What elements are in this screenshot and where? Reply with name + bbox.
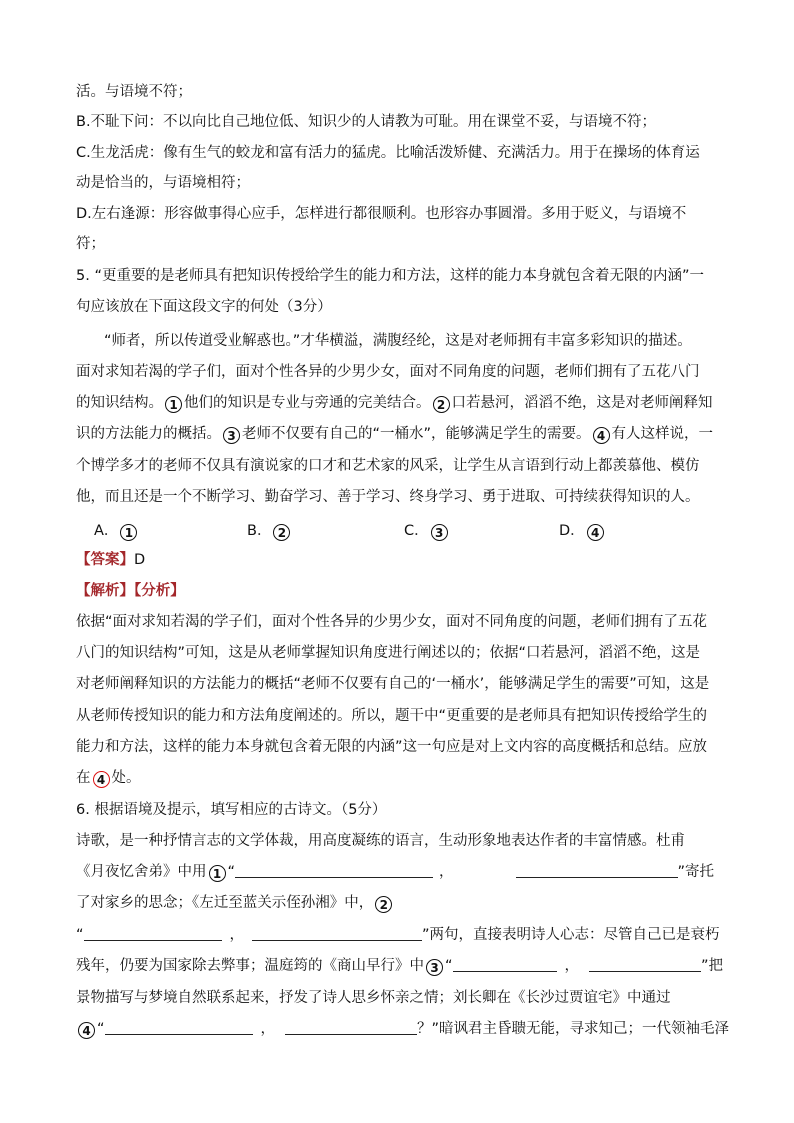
analysis-text: 处。 (111, 770, 141, 786)
poem-text: “ (97, 1021, 105, 1037)
marker-4-highlight: 4 (93, 771, 110, 788)
poem-text: 了对家乡的思念；《左迁至蓝关示侄孙湘》中， (76, 895, 374, 911)
poem-text: ， (564, 958, 580, 974)
option-b[interactable] (247, 519, 292, 541)
poem-text: “ (445, 958, 453, 974)
fill-blank-3b[interactable] (589, 957, 701, 972)
analysis-heading (76, 581, 185, 601)
fill-blank-2b[interactable] (252, 926, 422, 941)
option-a[interactable] (94, 519, 139, 541)
passage-text: 的知识结构。 (76, 395, 163, 411)
poem-line: 诗歌，是一种抒情言志的文学体裁，用高度凝练的语言，生动形象地表达作者的丰富情感。杜甫 (76, 833, 685, 849)
option-d[interactable] (559, 519, 606, 541)
text-line: D.左右逢源：形容做事得心应手，怎样进行都很顺利。也形容办事圆滑。多用于贬义，与语境不 (76, 206, 687, 222)
fill-blank-4a[interactable] (105, 1020, 253, 1035)
poem-line: 景物描写与梦境自然联系起来，抒发了诗人思乡怀亲之情；刘长卿在《长沙过贾谊宅》中通过 (76, 990, 671, 1006)
poem-text: ”寄托 (677, 864, 715, 880)
poem-text: “ (76, 927, 84, 943)
blank-marker-2: 2 (375, 896, 392, 913)
passage-text: 有人这样说，一 (611, 426, 714, 442)
fill-blank-1b[interactable] (516, 863, 678, 878)
poem-text: ”把 (701, 958, 724, 974)
analysis-line: 八门的知识结构”可知，这是从老师掌握知识角度进行阐述以的；依据“口若悬河，滔滔不绝，这是 (76, 645, 701, 661)
option-c[interactable] (404, 519, 450, 541)
passage-line (76, 393, 713, 413)
answer-line (76, 550, 145, 570)
text-line: 动是恰当的，与语境相符； (76, 175, 250, 191)
question-5-stem: 5. “更重要的是老师具有把知识传授给学生的能力和方法，这样的能力本身就包含着无限的内涵”一 (76, 268, 704, 284)
text-line: B.不耻下问：不以向比自己地位低、知识少的人请教为可耻。用在课堂不妥，与语境不符； (76, 114, 657, 130)
analysis-text: 在 (76, 770, 91, 786)
option-c-label: C． (404, 523, 429, 539)
option-c-marker: 3 (431, 524, 448, 541)
analysis-line (76, 768, 141, 788)
text-line: C.生龙活虎：像有生气的蛟龙和富有活力的猛虎。比喻活泼矫健、充满活力。用于在操场的体育运 (76, 145, 700, 161)
passage-text: 老师不仅要有自己的“一桶水”，能够满足学生的需要。 (242, 426, 591, 442)
poem-text: ， (260, 1021, 276, 1037)
poem-line (76, 956, 723, 976)
poem-text: ， (439, 864, 454, 880)
poem-text: ， (229, 927, 245, 943)
option-d-marker: 4 (587, 524, 604, 541)
poem-text: ？”暗讽君主昏聩无能，寻求知己；一代领袖毛泽 (417, 1021, 730, 1037)
marker-4: 4 (593, 427, 610, 444)
marker-3: 3 (223, 427, 240, 444)
blank-marker-4: 4 (78, 1022, 95, 1039)
fill-blank-4b[interactable] (285, 1020, 417, 1035)
analysis-line: 依据“面对求知若渴的学子们，面对个性各异的少男少女，面对不同角度的问题，老师们拥有了五花 (76, 614, 708, 630)
option-b-label: B． (247, 523, 272, 539)
analysis-tag: 【解析】【分析】 (76, 583, 185, 599)
passage-line: 个博学多才的老师不仅具有演说家的口才和艺术家的风采，让学生从言语到行动上都羡慕他、模仿 (76, 458, 700, 474)
poem-text: “ (227, 864, 236, 880)
poem-line (76, 925, 720, 945)
text-line: 符； (76, 236, 105, 252)
fill-blank-2a[interactable] (84, 926, 222, 941)
question-6-stem: 6. 根据语境及提示，填写相应的古诗文。（5分） (76, 802, 387, 818)
option-d-label: D． (559, 523, 585, 539)
option-b-marker: 2 (273, 524, 290, 541)
analysis-line: 能力和方法，这样的能力本身就包含着无限的内涵”这一句应是对上文内容的高度概括和总结。应放 (76, 739, 708, 755)
passage-text: 他们的知识是专业与旁通的完美结合。 (184, 395, 431, 411)
analysis-line: 对老师阐释知识的方法能力的概括“老师不仅要有自己的‘一桶水’，能够满足学生的需要”可知，这是 (76, 676, 710, 692)
passage-line: 面对求知若渴的学子们，面对个性各异的少男少女，面对不同角度的问题，老师们拥有了五花八门 (76, 364, 700, 380)
option-a-marker: 1 (120, 524, 137, 541)
analysis-line: 从老师传授知识的能力和方法角度阐述的。所以，题干中“更重要的是老师具有把知识传授给学生的 (76, 708, 708, 724)
poem-text: 残年，仍要为国家除去弊事；温庭筠的《商山早行》中 (76, 958, 424, 974)
blank-marker-3: 3 (426, 959, 443, 976)
fill-blank-3a[interactable] (453, 957, 557, 972)
passage-line: 他，而且还是一个不断学习、勤奋学习、善于学习、终身学习、勇于进取、可持续获得知识的人。 (76, 489, 700, 505)
question-5-stem: 句应该放在下面这段文字的何处（3分） (76, 299, 332, 315)
poem-line (76, 893, 394, 913)
poem-text: ”两句，直接表明诗人心志：尽管自己已是衰朽 (422, 927, 720, 943)
passage-line: “师者，所以传道受业解惑也。”才华横溢，满腹经纶，这是对老师拥有丰富多彩知识的描述。 (104, 333, 692, 349)
fill-blank-1a[interactable] (235, 863, 433, 878)
passage-text: 识的方法能力的概括。 (76, 426, 221, 442)
answer-tag: 【答案】 (76, 552, 134, 568)
marker-1: 1 (165, 396, 182, 413)
text-line: 活。与语境不符； (76, 84, 192, 100)
marker-2: 2 (433, 396, 450, 413)
answer-value: D (134, 552, 146, 568)
option-a-label: A． (94, 523, 119, 539)
blank-marker-1: 1 (209, 865, 226, 882)
poem-line (76, 1019, 729, 1039)
poem-line (76, 862, 714, 882)
passage-line (76, 424, 713, 444)
passage-text: 口若悬河，滔滔不绝，这是对老师阐释知 (451, 395, 713, 411)
poem-text: 《月夜忆舍弟》中用 (76, 864, 207, 880)
